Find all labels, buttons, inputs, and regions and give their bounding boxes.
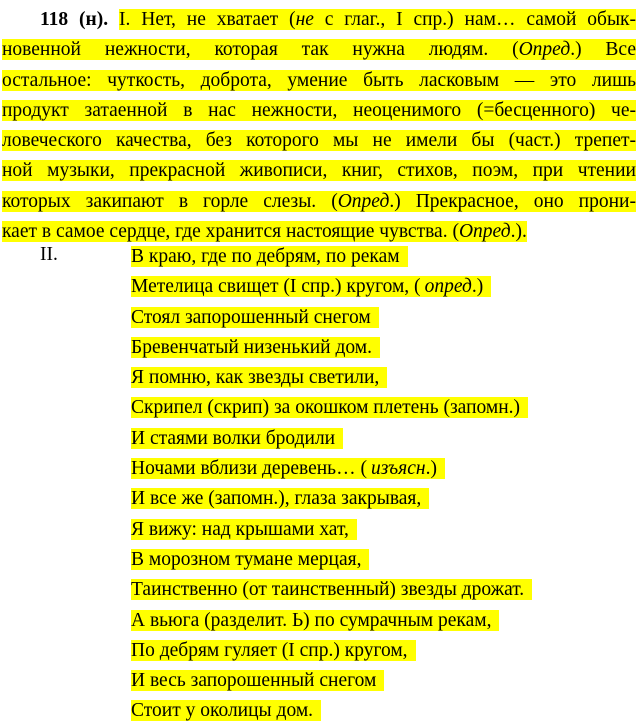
poem-line bbox=[131, 636, 532, 666]
highlighted-text bbox=[119, 9, 636, 30]
text-segment: Стоит у околицы дом. bbox=[131, 700, 317, 721]
prose-line bbox=[2, 35, 636, 65]
prose-line bbox=[2, 187, 636, 217]
text-segment: .) Прекрасное, оно прони- bbox=[389, 190, 636, 212]
text-segment: остальное: чуткость, доброта, умение быть ласковым — это лишь bbox=[2, 69, 636, 91]
part-one-label: I. bbox=[119, 9, 131, 30]
highlighted-text bbox=[2, 70, 636, 91]
text-segment: В морозном тумане мерцая, bbox=[131, 549, 365, 570]
text-segment: кает в самое сердце, где хранится настоящие чувства. ( bbox=[2, 221, 459, 243]
prose-line bbox=[2, 96, 636, 126]
text-segment: .) bbox=[426, 458, 441, 479]
highlighted-text bbox=[131, 488, 429, 509]
highlighted-text bbox=[131, 276, 491, 297]
text-segment: В краю, где по дебрям, по рекам bbox=[131, 246, 404, 267]
text-segment: Ночами вблизи деревень… ( bbox=[131, 458, 371, 479]
text-segment: И стаями волки бродили bbox=[131, 428, 339, 449]
annotation-italic: опред bbox=[424, 276, 472, 298]
text-segment: Метелица свищет (I спр.) кругом, ( bbox=[131, 276, 425, 297]
highlighted-text bbox=[131, 367, 387, 388]
text-segment: новенной нежности, которая так нужна людям. ( bbox=[2, 39, 519, 61]
poem-line bbox=[131, 515, 532, 545]
annotation-italic: Опред bbox=[458, 221, 511, 243]
prose-line bbox=[2, 126, 636, 156]
poem-line bbox=[131, 242, 532, 272]
highlighted-text bbox=[131, 307, 379, 328]
poem-line bbox=[131, 666, 532, 696]
highlighted-text bbox=[131, 640, 416, 661]
highlighted-text bbox=[131, 428, 343, 449]
highlighted-text bbox=[131, 397, 528, 418]
poem-part-two bbox=[131, 242, 532, 727]
poem-line bbox=[131, 272, 532, 302]
text-segment: А вьюга (разделит. Ь) по сумрачным рекам, bbox=[131, 610, 495, 631]
text-segment: Таинственно (от таинственный) звезды дрожат. bbox=[131, 579, 528, 600]
text-segment: Бревенчатый низенький дом. bbox=[131, 337, 376, 358]
text-segment: ловеческого качества, без которого мы не имели бы (част.) трепет- bbox=[2, 130, 636, 152]
annotation-italic: не bbox=[295, 9, 314, 30]
text-segment: Скрипел (скрип) за окошком плетень (запомн.) bbox=[131, 397, 524, 418]
highlighted-text bbox=[131, 458, 445, 479]
highlighted-text bbox=[131, 246, 408, 267]
highlighted-text bbox=[131, 610, 499, 631]
highlighted-text bbox=[2, 100, 636, 121]
text-segment: ной музыки, прекрасной живописи, книг, стихов, поэм, при чтении bbox=[2, 160, 636, 182]
poem-line bbox=[131, 575, 532, 605]
poem-line bbox=[131, 454, 532, 484]
poem-line bbox=[131, 484, 532, 514]
annotation-italic: Опред bbox=[518, 39, 571, 61]
highlighted-text bbox=[131, 579, 532, 600]
text-segment: .) bbox=[472, 276, 487, 297]
poem-line bbox=[131, 363, 532, 393]
prose-part-one bbox=[2, 5, 636, 247]
poem-line bbox=[131, 333, 532, 363]
highlighted-text bbox=[2, 39, 636, 60]
highlighted-text bbox=[131, 549, 369, 570]
text-segment: с глаг., I спр.) нам… самой обык- bbox=[313, 9, 637, 30]
prose-line bbox=[2, 5, 636, 35]
text-segment: .) Все bbox=[570, 39, 636, 61]
text-segment: продукт затаенной в нас нежности, неоценимого (=бесценного) че- bbox=[2, 99, 636, 121]
text-segment: И весь запорошенный снегом bbox=[131, 670, 380, 691]
text-segment: По дебрям гуляет (I спр.) кругом, bbox=[131, 640, 412, 661]
text-segment: Стоял запорошенный снегом bbox=[131, 307, 375, 328]
text-segment: .). bbox=[510, 221, 527, 243]
prose-line bbox=[2, 156, 636, 186]
highlighted-text bbox=[2, 130, 636, 151]
highlighted-text bbox=[131, 670, 384, 691]
text-segment: которых закипают в горле слезы. ( bbox=[2, 190, 338, 212]
poem-line bbox=[131, 424, 532, 454]
highlighted-text bbox=[131, 337, 380, 358]
part-two-label: II. bbox=[40, 244, 58, 265]
exercise-number: 118 (н). bbox=[2, 9, 108, 30]
poem-line bbox=[131, 696, 532, 726]
annotation-italic: изъясн bbox=[370, 458, 426, 480]
poem-line bbox=[131, 303, 532, 333]
highlighted-text bbox=[2, 191, 636, 212]
text-segment: И все же (запомн.), глаза закрывая, bbox=[131, 488, 425, 509]
poem-line bbox=[131, 393, 532, 423]
highlighted-text bbox=[2, 221, 527, 242]
text-segment: Нет, не хватает ( bbox=[141, 9, 296, 30]
highlighted-text bbox=[2, 160, 636, 181]
poem-line bbox=[131, 545, 532, 575]
poem-line bbox=[131, 606, 532, 636]
prose-line bbox=[2, 66, 636, 96]
highlighted-text bbox=[131, 700, 321, 721]
annotation-italic: Опред bbox=[337, 190, 390, 212]
text-segment: Я вижу: над крышами хат, bbox=[131, 519, 353, 540]
text-segment: Я помню, как звезды светили, bbox=[131, 367, 383, 388]
highlighted-text bbox=[131, 519, 357, 540]
